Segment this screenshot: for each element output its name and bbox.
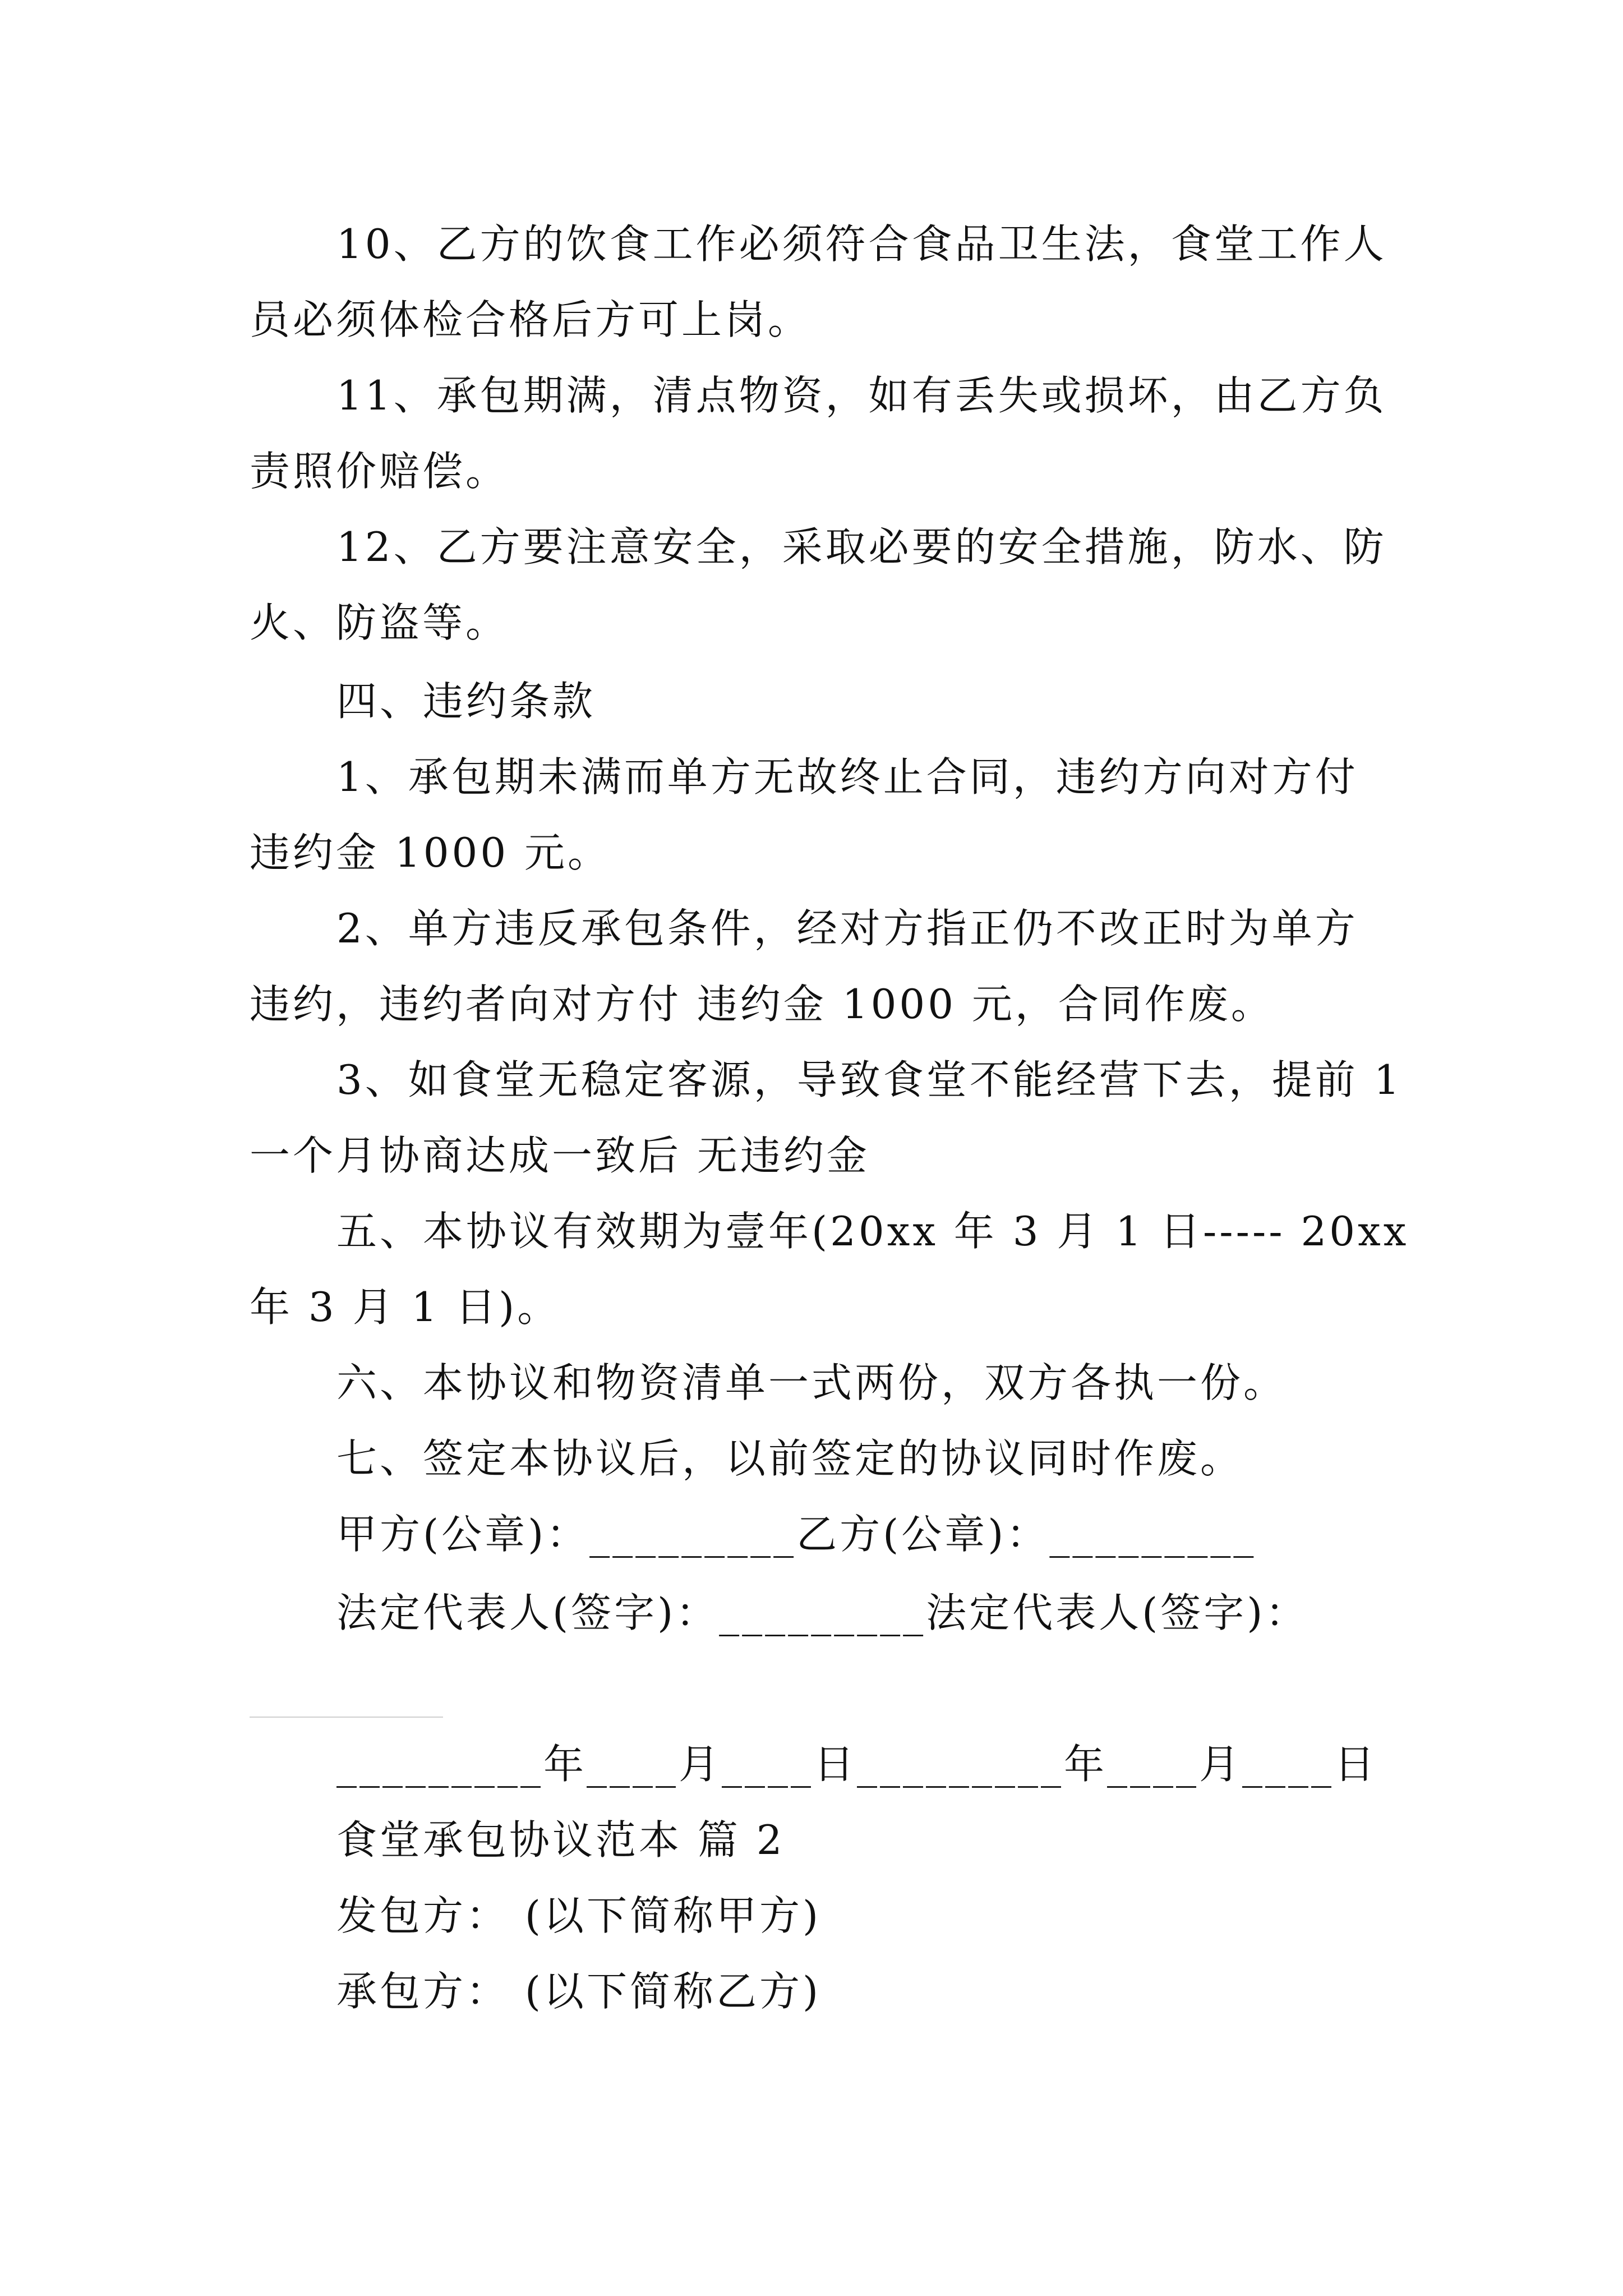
contracting-party-line: 发包方： (以下简称甲方) [336,1892,822,1939]
copies-clause: 六、本协议和物资清单一式两份，双方各执一份。 [336,1359,1287,1406]
breach-2-line-1: 2、单方违反承包条件，经对方指正仍不改正时为单方 [336,905,1358,952]
representative-signature-line: 法定代表人(签字)：_________法定代表人(签字)： [336,1589,1309,1636]
contractor-party-line: 承包方： (以下简称乙方) [336,1968,822,2015]
validity-line-1: 五、本协议有效期为壹年(20xx 年 3 月 1 日----- 20xx [336,1208,1409,1255]
section-title-part-2: 食堂承包协议范本 篇 2 [336,1816,785,1864]
clause-11-line-2: 责照价赔偿。 [250,448,509,495]
party-seal-line: 甲方(公章)：_________乙方(公章)：_________ [336,1511,1257,1558]
breach-1-line-2: 违约金 1000 元。 [250,829,611,876]
section-heading-breach: 四、违约条款 [336,678,596,725]
signature-underline [250,1717,443,1718]
breach-1-line-1: 1、承包期未满而单方无故终止合同，违约方向对方付 [336,753,1358,800]
clause-10-line-2: 员必须体检合格后方可上岗。 [250,296,811,343]
breach-3-line-1: 3、如食堂无稳定客源，导致食堂不能经营下去，提前 1 [336,1056,1403,1103]
clause-10-line-1: 10、乙方的饮食工作必须符合食品卫生法，食堂工作人 [336,220,1387,268]
validity-line-2: 年 3 月 1 日)。 [250,1283,561,1331]
supersede-clause: 七、签定本协议后，以前签定的协议同时作废。 [336,1435,1244,1482]
clause-11-line-1: 11、承包期满，清点物资，如有丢失或损坏，由乙方负 [336,372,1387,419]
clause-12-line-1: 12、乙方要注意安全，采取必要的安全措施，防水、防 [336,523,1387,570]
breach-3-line-2: 一个月协商达成一致后 无违约金 [250,1132,870,1179]
date-line: _________年____月____日_________年____月____日 [336,1741,1377,1788]
clause-12-line-2: 火、防盗等。 [250,599,509,646]
breach-2-line-2: 违约，违约者向对方付 违约金 1000 元，合同作废。 [250,981,1274,1028]
